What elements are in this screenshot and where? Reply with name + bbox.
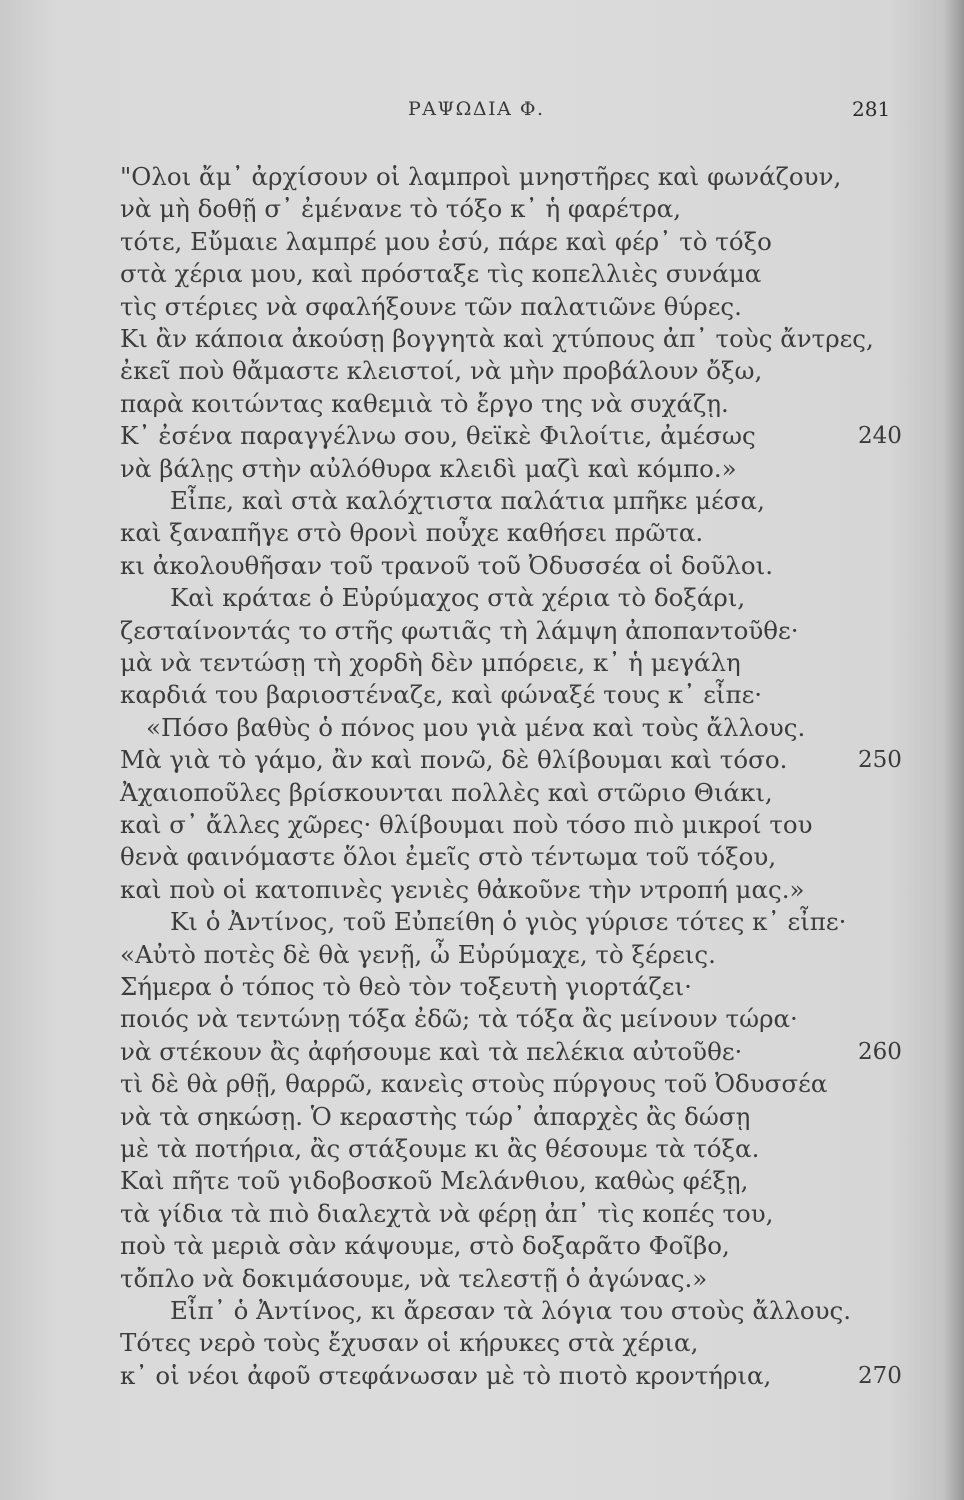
verse-line: "Ολοι ἄμ᾽ ἀρχίσουν οἱ λαμπροὶ μνηστῆρες καὶ φωνάζουν,	[120, 162, 842, 191]
verse-line: Κι ἂν κάποια ἀκούσῃ βογγητὰ καὶ χτύπους ἀπ᾽ τοὺς ἄντρες,	[120, 324, 874, 353]
verse-line: κι ἀκολουθῆσαν τοῦ τρανοῦ τοῦ Ὀδυσσέα οἱ δοῦλοι.	[120, 551, 774, 580]
verse-line: ζεσταίνοντάς το στῆς φωτιᾶς τὴ λάμψη ἀποπαντοῦθε·	[120, 616, 799, 645]
verse-line: καὶ σ᾽ ἄλλες χῶρες· θλίβουμαι ποὺ τόσο πιὸ μικροί του	[120, 810, 813, 839]
verse-line: καὶ ποὺ οἱ κατοπινὲς γενιὲς θἀκοῦνε τὴν ντροπή μας.»	[120, 875, 805, 904]
verse-line: τὰ γίδια τὰ πιὸ διαλεχτὰ νὰ φέρῃ ἀπ᾽ τὶς κοπές του,	[120, 1199, 774, 1228]
verse-line: νὰ στέκουν ἂς ἀφήσουμε καὶ τὰ πελέκια αὐτοῦθε·	[120, 1037, 743, 1066]
verse-line: τὶς στέριες νὰ σφαλήξουνε τῶν παλατιῶνε θύρες.	[120, 292, 742, 321]
verse-line: παρὰ κοιτώντας καθεμιὰ τὸ ἔργο της νὰ συχάζῃ.	[120, 389, 729, 418]
verse-line: μὲ τὰ ποτήρια, ἂς στάξουμε κι ἂς θέσουμε τὰ τόξα.	[120, 1134, 760, 1163]
verse-line: κ᾽ οἱ νέοι ἀφοῦ στεφάνωσαν μὲ τὸ πιοτὸ κροντήρια,	[120, 1361, 772, 1390]
verse-line: Καὶ πῆτε τοῦ γιδοβοσκοῦ Μελάνθιου, καθὼς φέξῃ,	[120, 1166, 749, 1195]
line-number: 270	[858, 1363, 902, 1389]
verse-line: Σήμερα ὁ τόπος τὸ θεὸ τὸν τοξευτὴ γιορτάζει·	[120, 972, 692, 1001]
verse-line: Κι ὁ Ἀντίνος, τοῦ Εὐπείθη ὁ γιὸς γύρισε τότες κ᾽ εἶπε·	[170, 907, 847, 936]
verse-line: «Πόσο βαθὺς ὁ πόνος μου γιὰ μένα καὶ τοὺς ἄλλους.	[146, 713, 806, 742]
verse-line: τὄπλο νὰ δοκιμάσουμε, νὰ τελεστῇ ὁ ἀγώνας.»	[120, 1264, 708, 1293]
verse-line: Τότες νερὸ τοὺς ἔχυσαν οἱ κήρυκες στὰ χέρια,	[120, 1328, 699, 1357]
page-header	[0, 98, 964, 128]
line-number: 260	[858, 1039, 902, 1065]
verse-line: Καὶ κράταε ὁ Εὐρύμαχος στὰ χέρια τὸ δοξάρι,	[170, 583, 746, 612]
verse-line: νὰ βάλῃς στὴν αὐλόθυρα κλειδὶ μαζὶ καὶ κόμπο.»	[120, 454, 737, 483]
verse-line: νὰ μὴ δοθῇ σ᾽ ἐμένανε τὸ τόξο κ᾽ ἡ φαρέτρα,	[120, 194, 681, 223]
verse-line: θενὰ φαινόμαστε ὅλοι ἐμεῖς στὸ τέντωμα τοῦ τόξου,	[120, 842, 777, 871]
verse-line: ποὺ τὰ μεριὰ σὰν κάψουμε, στὸ δοξαρᾶτο Φοῖβο,	[120, 1231, 730, 1260]
verse-line: μὰ νὰ τεντώσῃ τὴ χορδὴ δὲν μπόρειε, κ᾽ ἡ μεγάλη	[120, 648, 741, 677]
line-number: 240	[858, 423, 902, 449]
verse-line: ἐκεῖ ποὺ θἄμαστε κλειστοί, νὰ μὴν προβάλουν ὄξω,	[120, 356, 763, 385]
verse-line: Ἀχαιοποῦλες βρίσκουνται πολλὲς καὶ στῶριο Θιάκι,	[120, 778, 773, 807]
page-number: 281	[852, 97, 891, 121]
verse-line: Κ᾽ ἐσένα παραγγέλνω σου, θεϊκὲ Φιλοίτιε, ἀμέσως	[120, 421, 756, 450]
verse-line: καὶ ξαναπῆγε στὸ θρονὶ ποὖχε καθήσει πρῶτα.	[120, 518, 704, 547]
verse-line: τότε, Εὔμαιε λαμπρέ μου ἐσύ, πάρε καὶ φέρ᾽ τὸ τόξο	[120, 227, 772, 256]
running-title: ΡΑΨΩΔΙΑ Φ.	[408, 98, 545, 120]
verse-line: Μὰ γιὰ τὸ γάμο, ἂν καὶ πονῶ, δὲ θλίβουμαι καὶ τόσο.	[120, 745, 788, 774]
verse-line: «Αὐτὸ ποτὲς δὲ θὰ γενῇ, ὦ Εὐρύμαχε, τὸ ξέρεις.	[120, 940, 716, 969]
verse-line: Εἶπ᾽ ὁ Ἀντίνος, κι ἄρεσαν τὰ λόγια του στοὺς ἄλλους.	[170, 1296, 852, 1325]
line-number: 250	[858, 747, 902, 773]
verse-line: στὰ χέρια μου, καὶ πρόσταξε τὶς κοπελλιὲς συνάμα	[120, 259, 762, 288]
verse-line: ποιός νὰ τεντώνῃ τόξα ἐδῶ; τὰ τόξα ἂς μείνουν τώρα·	[120, 1004, 798, 1033]
verse-line: τὶ δὲ θὰ ρθῇ, θαρρῶ, κανεὶς στοὺς πύργους τοῦ Ὀδυσσέα	[120, 1069, 828, 1098]
verse-line: καρδιά του βαριοστέναζε, καὶ φώναξέ τους κ᾽ εἶπε·	[120, 680, 763, 709]
verse-line: Εἶπε, καὶ στὰ καλόχτιστα παλάτια μπῆκε μέσα,	[170, 486, 765, 515]
verse-line: νὰ τὰ σηκώσῃ. Ὁ κεραστὴς τώρ᾽ ἀπαρχὲς ἂς δώσῃ	[120, 1102, 751, 1131]
